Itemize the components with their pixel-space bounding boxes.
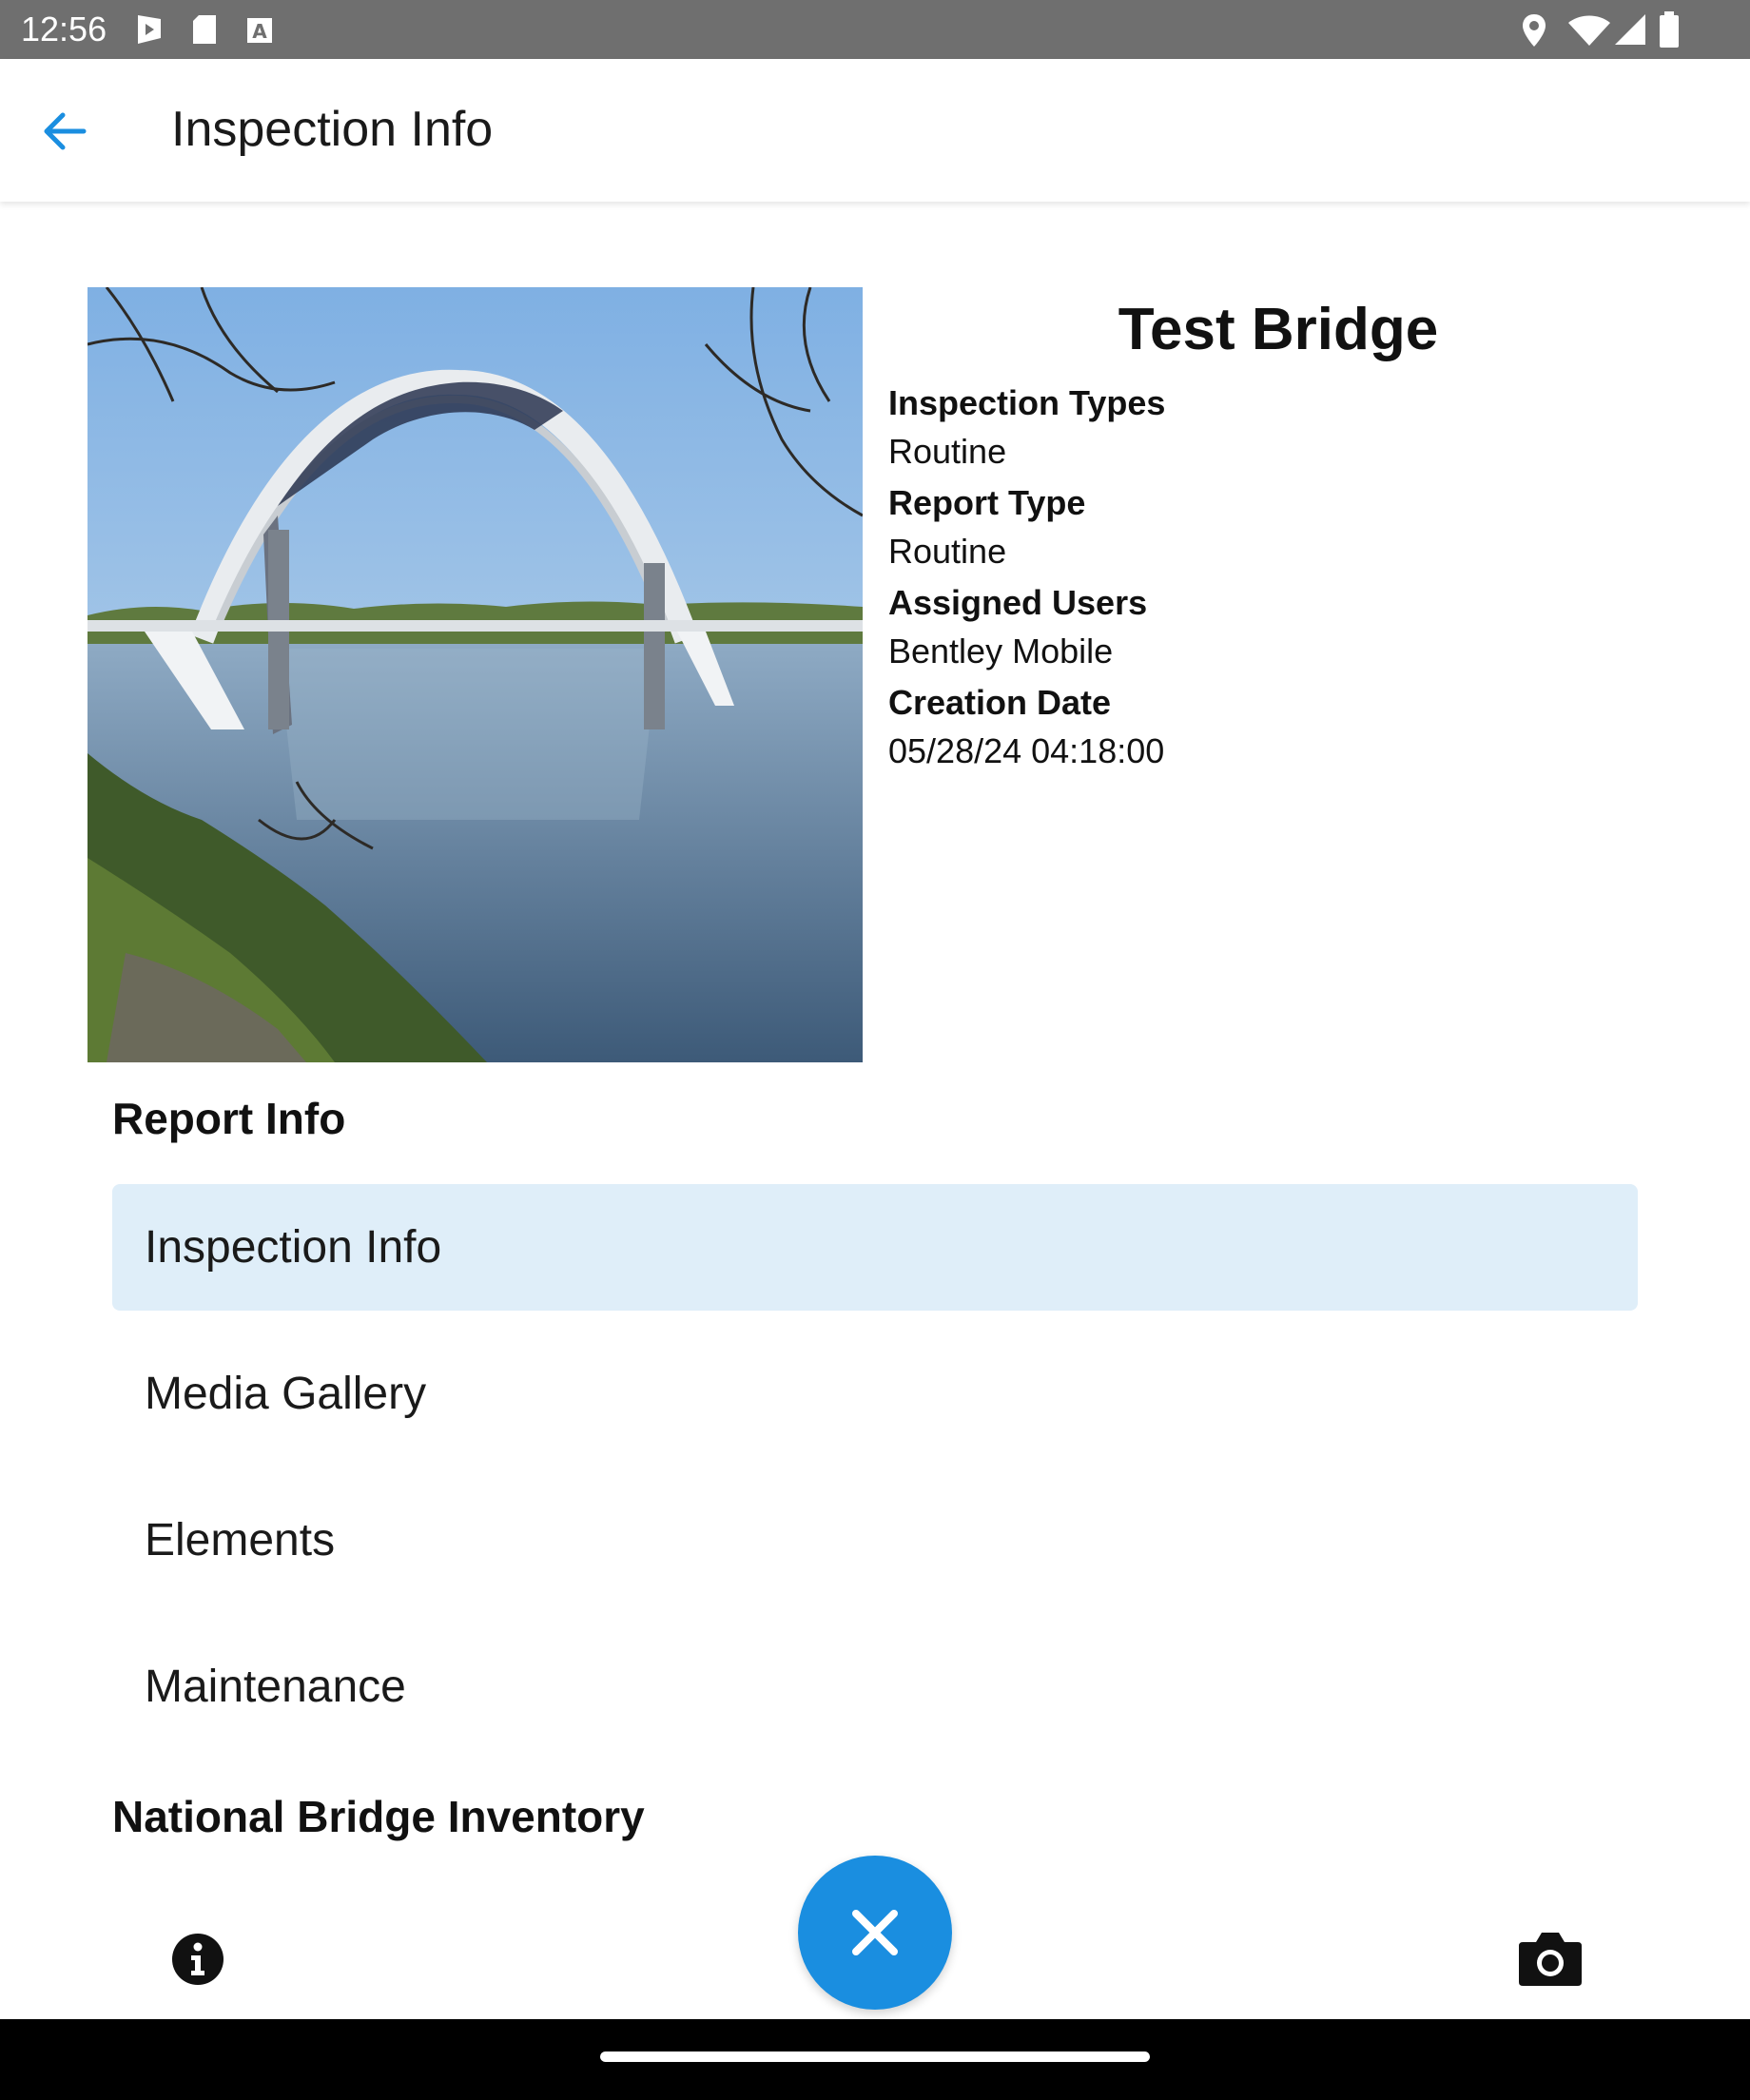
structure-details <box>888 287 1668 778</box>
report-type-label: Report Type <box>888 483 1086 522</box>
menu-item-maintenance[interactable]: Maintenance <box>145 1662 406 1712</box>
bridge-image <box>88 287 863 1062</box>
assigned-users-label: Assigned Users <box>888 583 1148 622</box>
menu-item-elements[interactable]: Elements <box>145 1515 336 1565</box>
home-gesture-handle[interactable] <box>600 2051 1150 2062</box>
inspection-types-value: Routine <box>888 432 1007 471</box>
menu-item-inspection-info[interactable]: Inspection Info <box>112 1184 1638 1311</box>
cell-signal-icon <box>1613 13 1647 46</box>
camera-icon[interactable] <box>1517 1929 1584 1988</box>
structure-name: Test Bridge <box>1118 297 1439 362</box>
system-nav-bar <box>0 2019 1750 2100</box>
creation-date-label: Creation Date <box>888 683 1112 722</box>
close-icon <box>846 1904 904 1961</box>
structure-photo[interactable] <box>88 287 863 1062</box>
battery-icon <box>1659 11 1680 48</box>
report-info-menu <box>112 1184 1638 1770</box>
info-icon[interactable] <box>171 1933 224 1986</box>
assigned-users-value: Bentley Mobile <box>888 632 1114 671</box>
status-bar <box>0 0 1750 59</box>
font-a-icon <box>246 17 273 44</box>
status-time: 12:56 <box>21 10 107 49</box>
report-info-heading: Report Info <box>112 1094 346 1143</box>
back-arrow-icon[interactable] <box>36 103 93 160</box>
report-type-value: Routine <box>888 532 1007 571</box>
creation-date-value: 05/28/24 04:18:00 <box>888 731 1165 770</box>
wifi-icon <box>1567 15 1611 46</box>
inspection-types-label: Inspection Types <box>888 383 1166 422</box>
play-store-icon <box>135 13 164 46</box>
nbi-heading: National Bridge Inventory <box>112 1792 645 1841</box>
sd-card-icon <box>191 13 218 46</box>
svg-text:A: A <box>252 20 267 43</box>
page-title: Inspection Info <box>171 102 494 157</box>
app-bar <box>0 59 1750 202</box>
menu-item-media-gallery[interactable]: Media Gallery <box>145 1369 427 1419</box>
location-icon <box>1521 13 1547 48</box>
close-fab-button[interactable] <box>798 1856 952 2010</box>
